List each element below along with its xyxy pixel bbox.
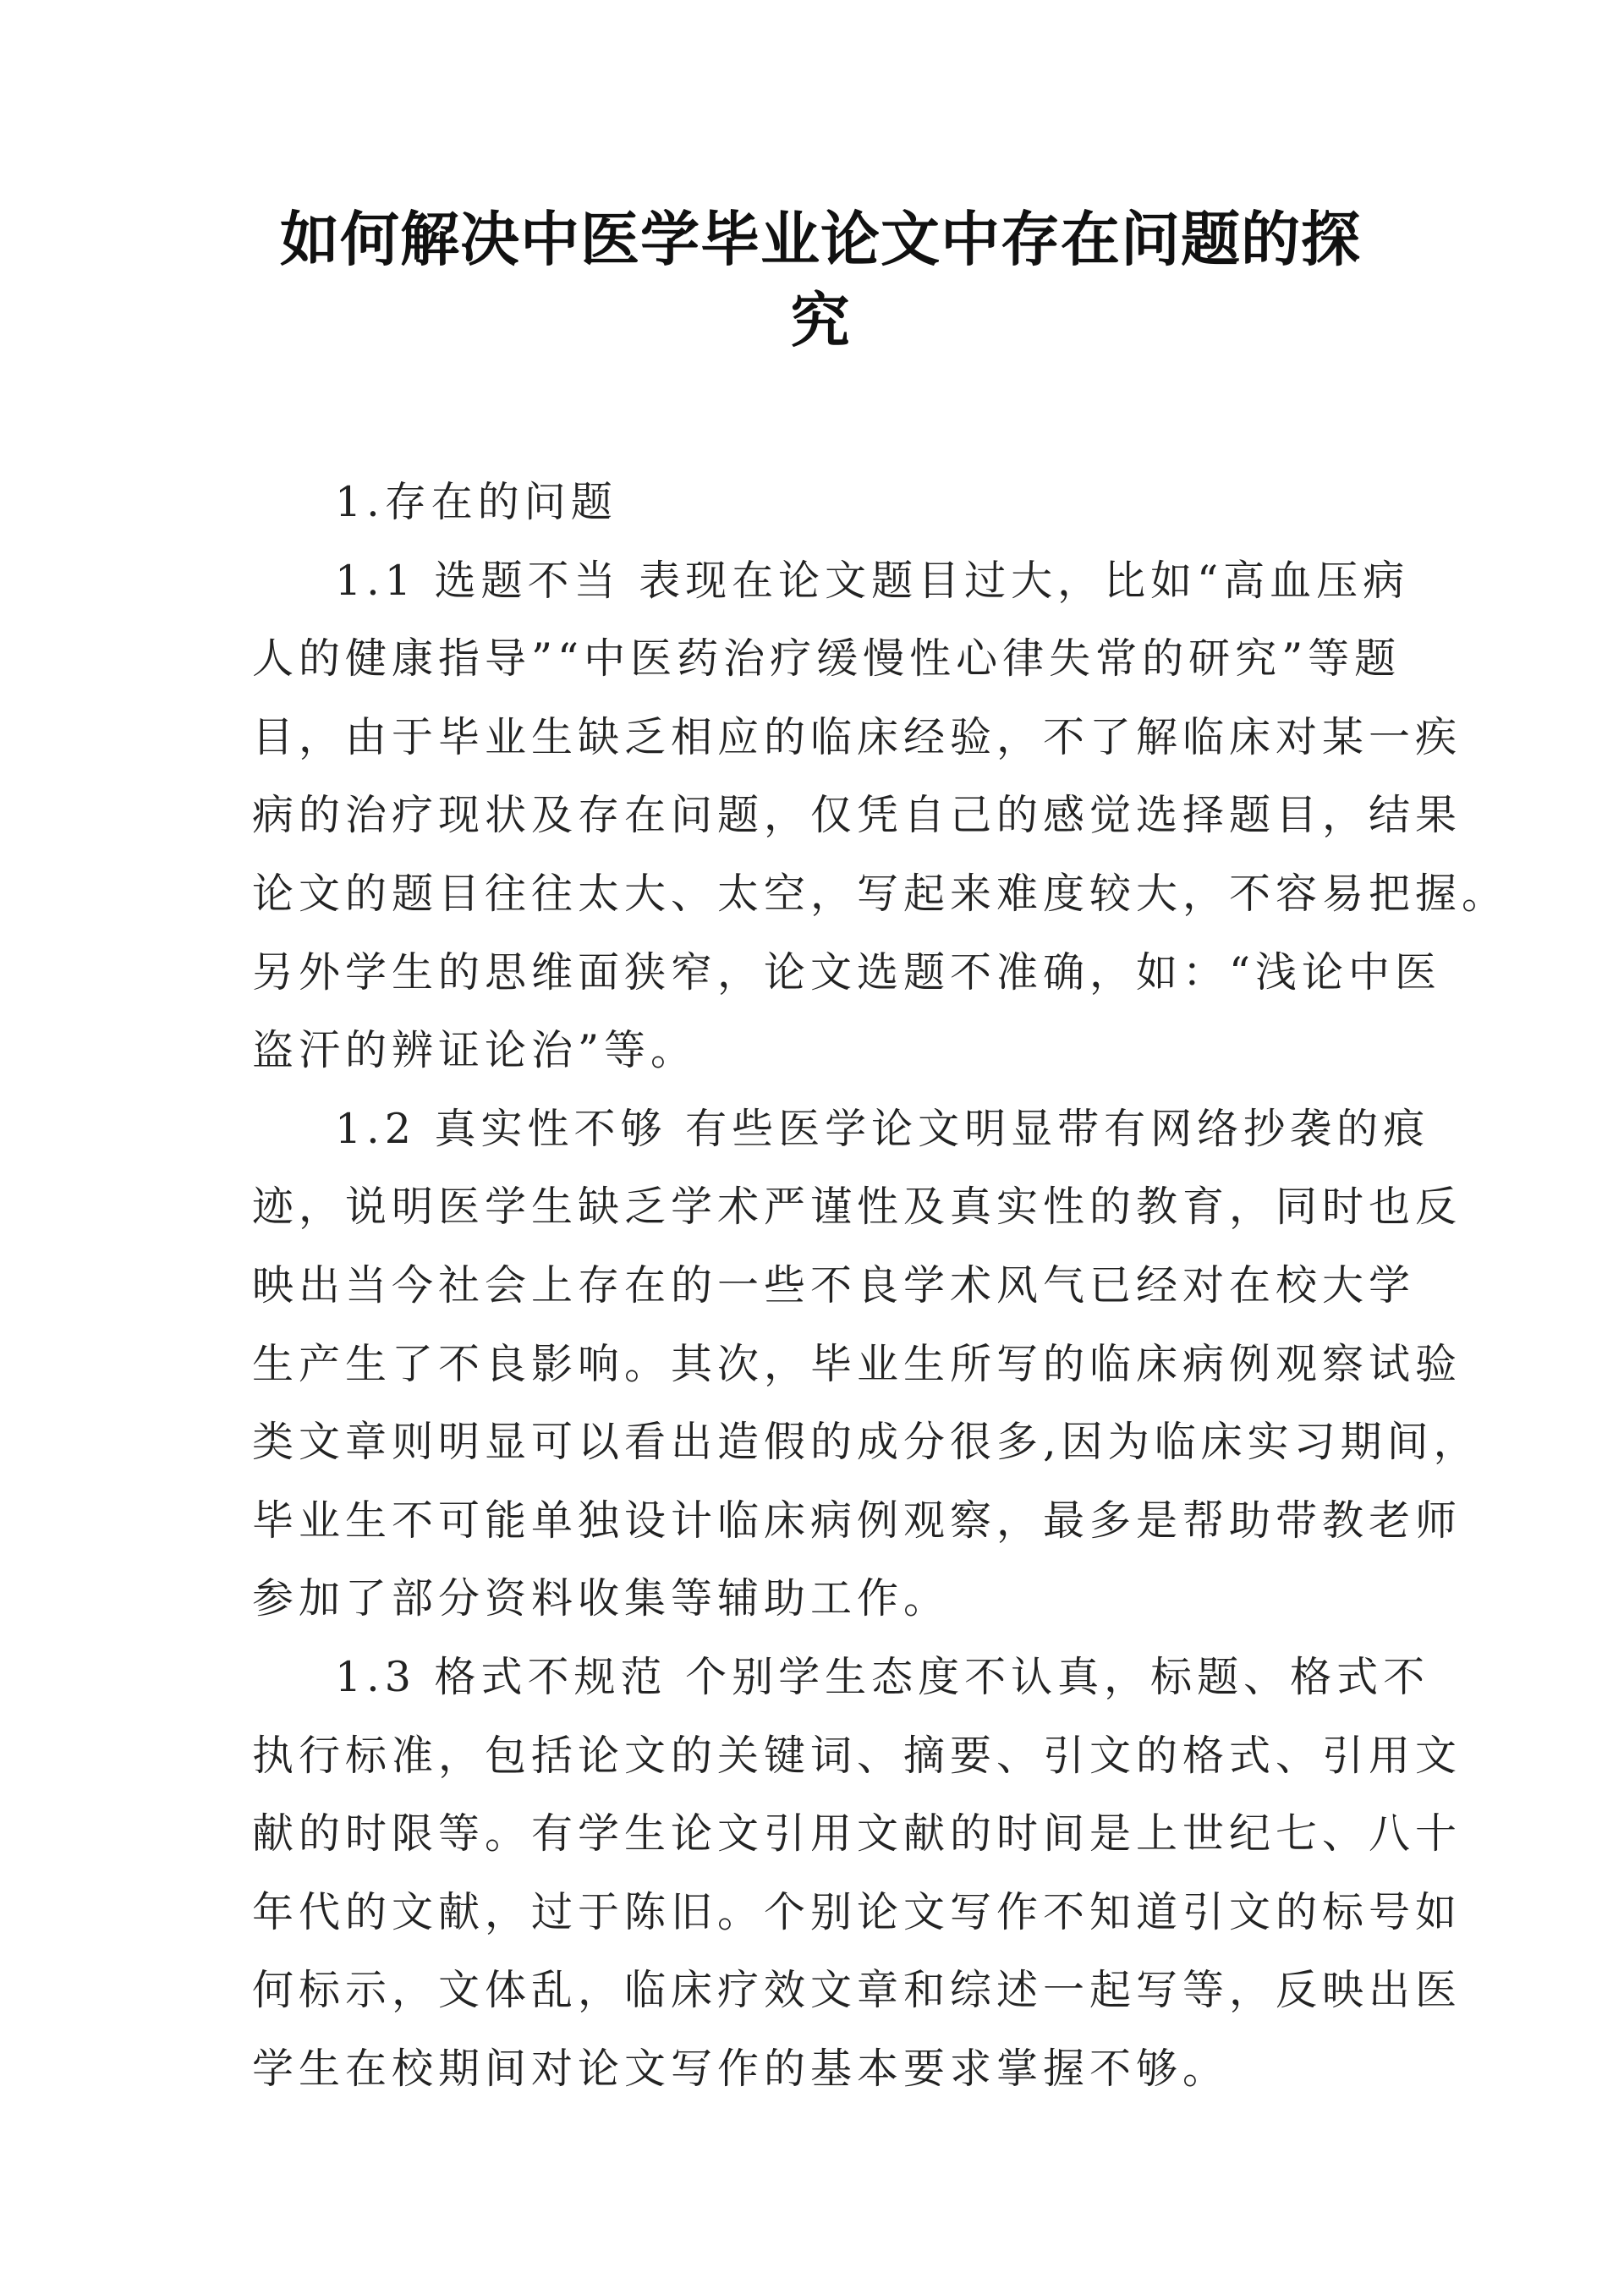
title-line-2: 究	[790, 285, 851, 355]
paragraph-line: 映出当今社会上存在的一些不良学术风气已经对在校大学	[252, 1260, 1416, 1309]
paragraph-line: 1.1 选题不当 表现在论文题目过大，比如“高血压病	[335, 556, 1410, 605]
title-line-1: 如何解决中医学毕业论文中存在问题的探	[280, 204, 1361, 274]
paragraph-line: 病的治疗现状及存在问题，仅凭自己的感觉选择题目，结果	[252, 791, 1462, 840]
paragraph-line: 年代的文献，过于陈旧。个别论文写作不知道引文的标号如	[252, 1887, 1462, 1936]
paragraph-line: 学生在校期间对论文写作的基本要求掌握不够。	[252, 2044, 1230, 2093]
paragraph-line: 何标示，文体乱，临床疗效文章和综述一起写等，反映出医	[252, 1966, 1462, 2015]
paragraph-line: 另外学生的思维面狭窄，论文选题不准确，如：“浅论中医	[252, 947, 1442, 997]
document-title	[254, 199, 1387, 361]
paragraph-line: 毕业生不可能单独设计临床病例观察，最多是帮助带教老师	[252, 1496, 1462, 1545]
paragraph-line: 生产生了不良影响。其次，毕业生所写的临床病例观察试验	[252, 1339, 1462, 1388]
paragraph-line: 参加了部分资料收集等辅助工作。	[252, 1574, 951, 1623]
paragraph-line: 类文章则明显可以看出造假的成分很多,因为临床实习期间，	[252, 1418, 1480, 1467]
paragraph-line: 迹，说明医学生缺乏学术严谨性及真实性的教育，同时也反	[252, 1183, 1462, 1232]
paragraph-line: 目，由于毕业生缺乏相应的临床经验，不了解临床对某一疾	[252, 712, 1462, 761]
paragraph-line: 执行标准，包括论文的关键词、摘要、引文的格式、引用文	[252, 1731, 1462, 1780]
paragraph-line: 盗汗的辨证论治”等。	[252, 1026, 698, 1075]
paragraph-line: 人的健康指导”“中医药治疗缓慢性心律失常的研究”等题	[252, 634, 1402, 684]
paragraph-line: 论文的题目往往太大、太空，写起来难度较大，不容易把握。	[252, 869, 1509, 918]
paragraph-line: 1.2 真实性不够 有些医学论文明显带有网络抄袭的痕	[335, 1104, 1430, 1153]
paragraph-line: 献的时限等。有学生论文引用文献的时间是上世纪七、八十	[252, 1809, 1462, 1859]
document-body	[252, 464, 1509, 2108]
paragraph-line: 1.3 格式不规范 个别学生态度不认真，标题、格式不	[335, 1652, 1430, 1701]
section-heading: 1.存在的问题	[335, 478, 617, 526]
